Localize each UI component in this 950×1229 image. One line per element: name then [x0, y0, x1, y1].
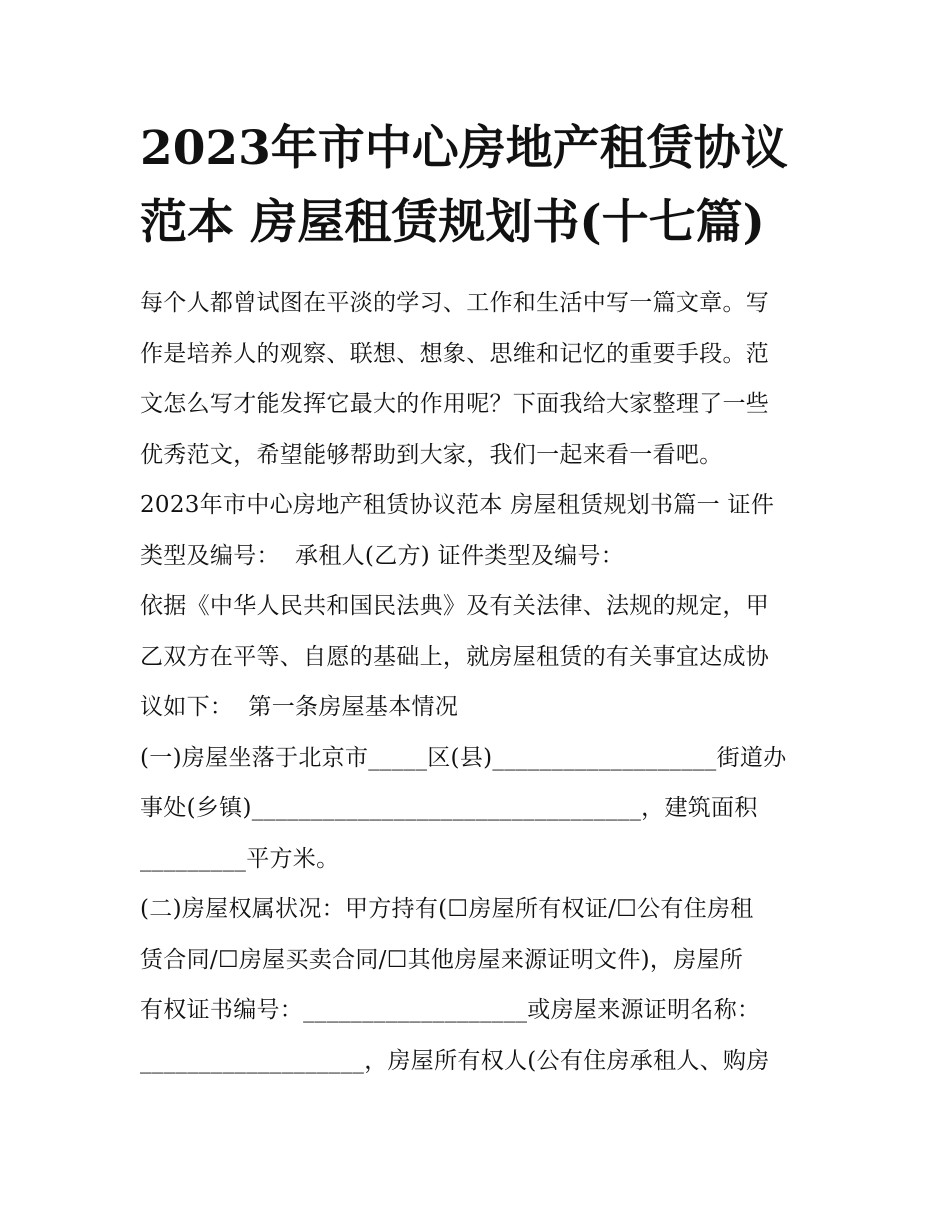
- body-line: 赁合同/☐房屋买卖合同/☐其他房屋来源证明文件)，房屋所: [140, 946, 744, 973]
- document-body: [140, 278, 830, 1086]
- body-line: 文怎么写才能发挥它最大的作用呢？下面我给大家整理了一些: [140, 391, 770, 417]
- body-line: 事处(乡镇)_________________________________，建筑面积: [140, 795, 758, 821]
- body-line: 议如下： 第一条房屋基本情况: [140, 694, 459, 720]
- title-line-2: 范本 房屋租赁规划书(十七篇): [140, 195, 765, 250]
- body-line: ___________________，房屋所有权人(公有住房承租人、购房: [140, 1047, 770, 1074]
- body-line: 类型及编号： 承租人(乙方) 证件类型及编号：: [140, 542, 625, 569]
- body-line: 作是培养人的观察、联想、想象、思维和记忆的重要手段。范: [140, 340, 770, 367]
- body-line: 依据《中华人民共和国民法典》及有关法律、法规的规定，甲: [140, 593, 770, 619]
- body-line: 优秀范文，希望能够帮助到大家，我们一起来看一看吧。: [140, 441, 723, 468]
- body-line: _________平方米。: [140, 845, 340, 872]
- body-line: (二)房屋权属状况：甲方持有(☐房屋所有权证/☐公有住房租: [140, 896, 754, 922]
- body-line: 有权证书编号：___________________或房屋来源证明名称：: [140, 997, 761, 1023]
- title-line-1: 2023年市中心房地产租赁协议: [140, 121, 788, 176]
- body-line: 每个人都曾试图在平淡的学习、工作和生活中写一篇文章。写: [140, 290, 770, 316]
- body-line: 2023年市中心房地产租赁协议范本 房屋租赁规划书篇一 证件: [140, 492, 775, 518]
- body-line: 乙双方在平等、自愿的基础上，就房屋租赁的有关事宜达成协: [140, 643, 770, 670]
- document-title: [140, 112, 830, 260]
- body-line: (一)房屋坐落于北京市_____区(县)___________________街道办: [140, 744, 787, 771]
